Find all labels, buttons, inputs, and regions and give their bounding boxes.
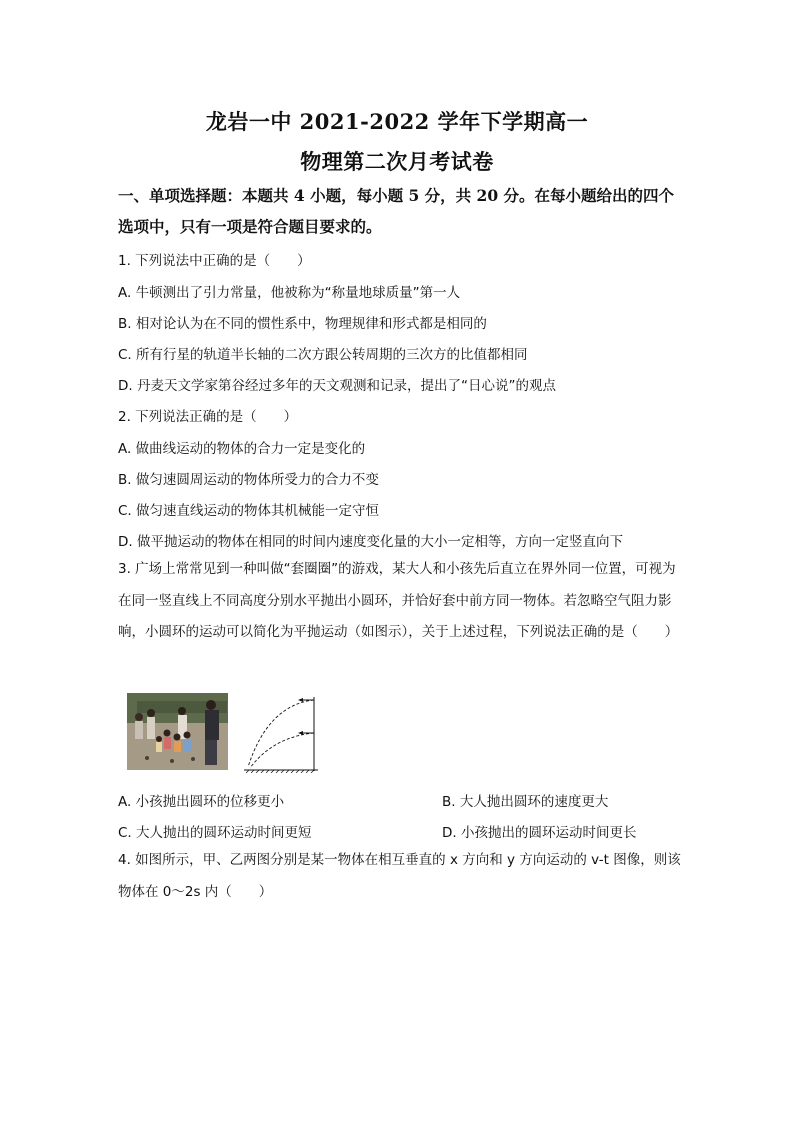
exam-title-line1: 龙岩一中 2021-2022 学年下学期高一	[205, 109, 589, 134]
ring-toss-photo-art	[127, 693, 228, 770]
trajectory-diagram	[238, 693, 322, 777]
trajectory-diagram-art	[238, 693, 322, 773]
section-heading: 一、单项选择题：本题共 4 小题，每小题 5 分，共 20 分。在每小题给出的四个选项中，只有一项是符合题目要求的。	[118, 186, 675, 236]
question-1-option-b: B. 相对论认为在不同的惯性系中，物理规律和形式都是相同的	[118, 316, 487, 332]
question-2-option-a: A. 做曲线运动的物体的合力一定是变化的	[118, 441, 366, 457]
question-1-option-a: A. 牛顿测出了引力常量，他被称为“称量地球质量”第一人	[118, 285, 461, 301]
question-1-option-c: C. 所有行星的轨道半长轴的二次方跟公转周期的三次方的比值都相同	[118, 347, 528, 363]
ring-toss-photo	[127, 693, 228, 770]
child-arrowhead	[298, 731, 303, 735]
question-2-option-b: B. 做匀速圆周运动的物体所受力的合力不变	[118, 472, 379, 488]
question-3-option-d: D. 小孩抛出的圆环运动时间更长	[442, 825, 637, 841]
question-3-option-b: B. 大人抛出圆环的速度更大	[442, 794, 609, 810]
question-1-option-d: D. 丹麦天文学家第谷经过多年的天文观测和记录，提出了“日心说”的观点	[118, 378, 556, 394]
question-2-option-c: C. 做匀速直线运动的物体其机械能一定守恒	[118, 503, 380, 519]
question-3-option-a: A. 小孩抛出圆环的位移更小	[118, 794, 285, 810]
adult-arrowhead	[298, 698, 303, 702]
question-3-option-c: C. 大人抛出的圆环运动时间更短	[118, 825, 312, 841]
question-2-option-d: D. 做平抛运动的物体在相同的时间内速度变化量的大小一定相等，方向一定竖直向下	[118, 534, 623, 550]
child-trajectory	[250, 733, 314, 768]
question-1-stem: 1. 下列说法中正确的是（ ）	[118, 253, 311, 269]
question-3-stem: 3. 广场上常常见到一种叫做“套圈圈”的游戏，某大人和小孩先后直立在界外同一位置，可视为在同一竖直线上不同高度分别水平抛出小圆环，并恰好套中前方同一物体。若忽略空气阻力影响，小圆环的运动可以简化为平抛运动（如图示），关于上述过程，下列说法正确的是（ ）	[118, 561, 679, 640]
question-4-stem: 4. 如图所示，甲、乙两图分别是某一物体在相互垂直的 x 方向和 y 方向运动的 v-t 图像，则该物体在 0～2s 内（ ）	[118, 852, 681, 900]
question-2-stem: 2. 下列说法正确的是（ ）	[118, 409, 298, 425]
exam-title-line2: 物理第二次月考试卷	[300, 149, 494, 174]
